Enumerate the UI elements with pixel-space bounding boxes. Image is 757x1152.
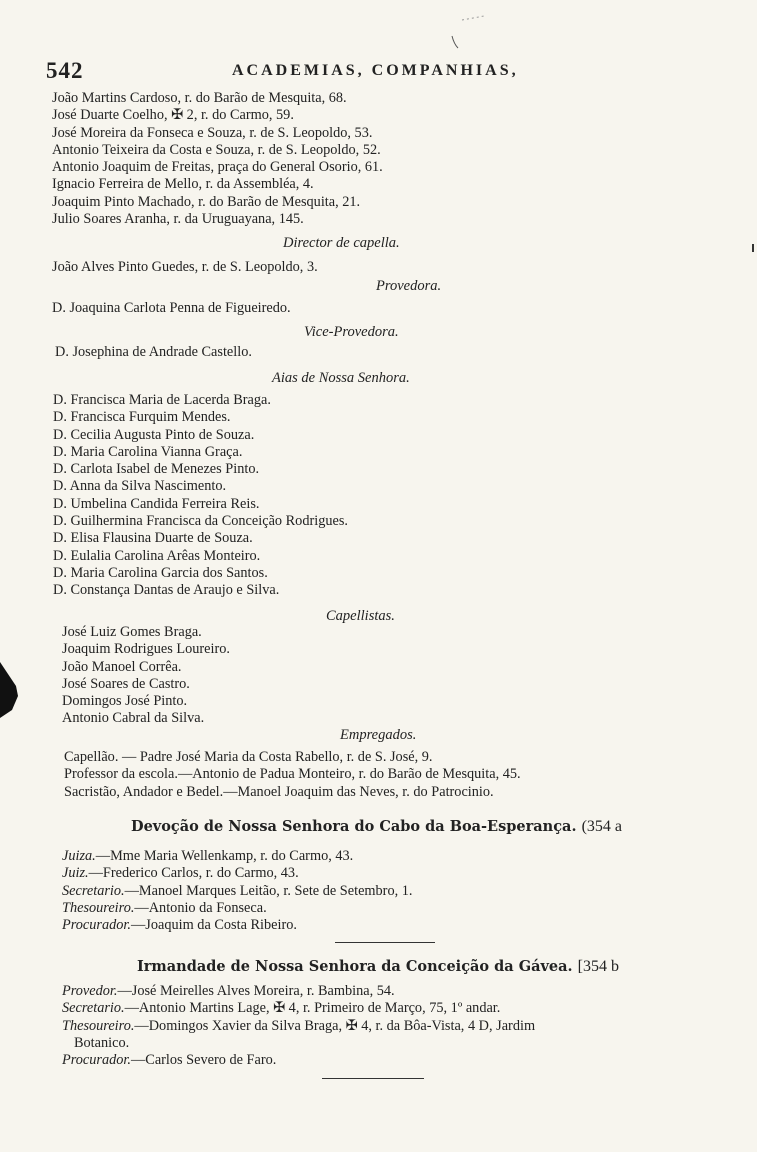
list-item: D. Umbelina Candida Ferreira Reis. — [53, 495, 260, 512]
empregados-list — [64, 749, 521, 801]
list-item: José Luiz Gomes Braga. — [62, 624, 202, 640]
aias-list — [53, 392, 348, 600]
list-item: Joaquim Rodrigues Loureiro. — [62, 641, 230, 658]
entry-text: —Mme Maria Wellenkamp, r. do Carmo, 43. — [95, 848, 354, 864]
page-number: 542 — [46, 58, 84, 83]
entry-text: Botanico. — [74, 1034, 130, 1051]
capellistas-list — [62, 624, 230, 728]
vice-provedora-heading: Vice-Provedora. — [304, 324, 399, 340]
devocao-title — [131, 818, 622, 836]
list-item: Capellão. — Padre José Maria da Costa Rabello, r. de S. José, 9. — [64, 749, 433, 765]
role-label: Thesoureiro. — [62, 899, 135, 916]
list-item: D. Francisca Maria de Lacerda Braga. — [53, 392, 271, 408]
running-title: ACADEMIAS, COMPANHIAS, — [232, 62, 519, 79]
devocao-list — [62, 848, 412, 934]
entry-text: —Antonio da Fonseca. — [134, 899, 267, 916]
role-label: Secretario. — [62, 882, 125, 899]
director-name — [52, 259, 318, 276]
list-item: D. Carlota Isabel de Menezes Pinto. — [53, 461, 260, 478]
list-item: Domingos José Pinto. — [62, 693, 188, 710]
binding-mark — [0, 662, 22, 720]
role-label: Thesoureiro. — [62, 1017, 135, 1034]
entry-text: —José Meirelles Alves Moreira, r. Bambina, 54. — [117, 983, 395, 999]
section-divider — [335, 942, 435, 943]
entry-text: —Carlos Severo de Faro. — [130, 1052, 277, 1069]
entry-text: —Domingos Xavier da Silva Braga, ✠ 4, r. da Bôa-Vista, 4 D, Jardim — [134, 1017, 536, 1034]
list-item: D. Guilhermina Francisca da Conceição Rodrigues. — [53, 513, 348, 530]
list-item: Ignacio Ferreira de Mello, r. da Assembléa, 4. — [52, 176, 314, 193]
edge-mark — [752, 244, 754, 252]
devocao-title-text: Devoção de Nossa Senhora do Cabo da Boa-Esperança. — [131, 818, 577, 835]
list-item — [62, 848, 412, 865]
page-header — [0, 58, 757, 88]
entry-text: —Antonio Martins Lage, ✠ 4, r. Primeiro de Março, 75, 1º andar. — [124, 1000, 501, 1017]
role-label: Secretario. — [62, 1000, 125, 1017]
members-list — [52, 90, 383, 228]
list-item: D. Eulalia Carolina Arêas Monteiro. — [53, 547, 261, 564]
list-item: D. Maria Carolina Vianna Graça. — [53, 443, 243, 460]
list-item: D. Anna da Silva Nascimento. — [53, 478, 227, 495]
list-item: João Martins Cardoso, r. do Barão de Mesquita, 68. — [52, 90, 347, 106]
entry-text: —Manoel Marques Leitão, r. Sete de Setembro, 1. — [124, 882, 413, 899]
list-item: José Moreira da Fonseca e Souza, r. de S. Leopoldo, 53. — [52, 124, 373, 141]
list-item: D. Maria Carolina Garcia dos Santos. — [53, 564, 268, 581]
list-item — [62, 917, 412, 934]
list-item — [62, 1018, 535, 1035]
list-item: José Soares de Castro. — [62, 675, 190, 692]
capellistas-heading: Capellistas. — [326, 608, 395, 624]
list-item — [62, 1035, 535, 1052]
list-item: D. Francisca Furquim Mendes. — [53, 409, 231, 426]
list-item — [62, 900, 412, 917]
list-item: D. Josephina de Andrade Castello. — [55, 344, 252, 360]
role-label: Juiz. — [62, 865, 89, 882]
list-item: D. Joaquina Carlota Penna de Figueiredo. — [52, 300, 291, 316]
role-label: Procurador. — [62, 917, 131, 934]
irmandade-list — [62, 983, 535, 1069]
provedora-name — [52, 300, 291, 317]
list-item — [62, 883, 412, 900]
section-divider — [322, 1078, 424, 1079]
role-label: Provedor. — [62, 983, 118, 999]
vice-provedora-name — [55, 344, 252, 361]
list-item — [62, 865, 412, 882]
entry-text: —Frederico Carlos, r. do Carmo, 43. — [88, 865, 299, 882]
list-item: Julio Soares Aranha, r. da Uruguayana, 145. — [52, 211, 304, 228]
list-item — [62, 1000, 535, 1017]
list-item: José Duarte Coelho, ✠ 2, r. do Carmo, 59. — [52, 107, 294, 124]
list-item: Joaquim Pinto Machado, r. do Barão de Mesquita, 21. — [52, 193, 361, 210]
list-item: Antonio Joaquim de Freitas, praça do General Osorio, 61. — [52, 159, 383, 176]
aias-heading: Aias de Nossa Senhora. — [272, 370, 410, 386]
list-item: Professor da escola.—Antonio de Padua Monteiro, r. do Barão de Mesquita, 45. — [64, 766, 521, 783]
list-item: Antonio Cabral da Silva. — [62, 710, 205, 727]
irmandade-title — [137, 958, 619, 976]
director-heading: Director de capella. — [283, 235, 400, 251]
list-item: D. Constança Dantas de Araujo e Silva. — [53, 582, 280, 599]
list-item — [62, 983, 535, 1000]
role-label: Procurador. — [62, 1052, 131, 1069]
irmandade-ref: [354 b — [577, 958, 619, 975]
list-item: João Manoel Corrêa. — [62, 658, 182, 675]
list-item: D. Elisa Flausina Duarte de Souza. — [53, 530, 253, 547]
list-item — [62, 1052, 535, 1069]
scan-mark — [448, 14, 488, 54]
list-item: Antonio Teixeira da Costa e Souza, r. de S. Leopoldo, 52. — [52, 141, 381, 158]
list-item: D. Cecilia Augusta Pinto de Souza. — [53, 426, 255, 443]
irmandade-title-text: Irmandade de Nossa Senhora da Conceição da Gávea. — [137, 958, 573, 975]
list-item: João Alves Pinto Guedes, r. de S. Leopoldo, 3. — [52, 259, 318, 275]
provedora-heading: Provedora. — [376, 278, 442, 294]
empregados-heading: Empregados. — [340, 727, 417, 743]
entry-text: —Joaquim da Costa Ribeiro. — [130, 917, 297, 934]
role-label: Juiza. — [62, 848, 96, 864]
list-item: Sacristão, Andador e Bedel.—Manoel Joaquim das Neves, r. do Patrocinio. — [64, 783, 494, 800]
devocao-ref: (354 a — [581, 818, 622, 835]
